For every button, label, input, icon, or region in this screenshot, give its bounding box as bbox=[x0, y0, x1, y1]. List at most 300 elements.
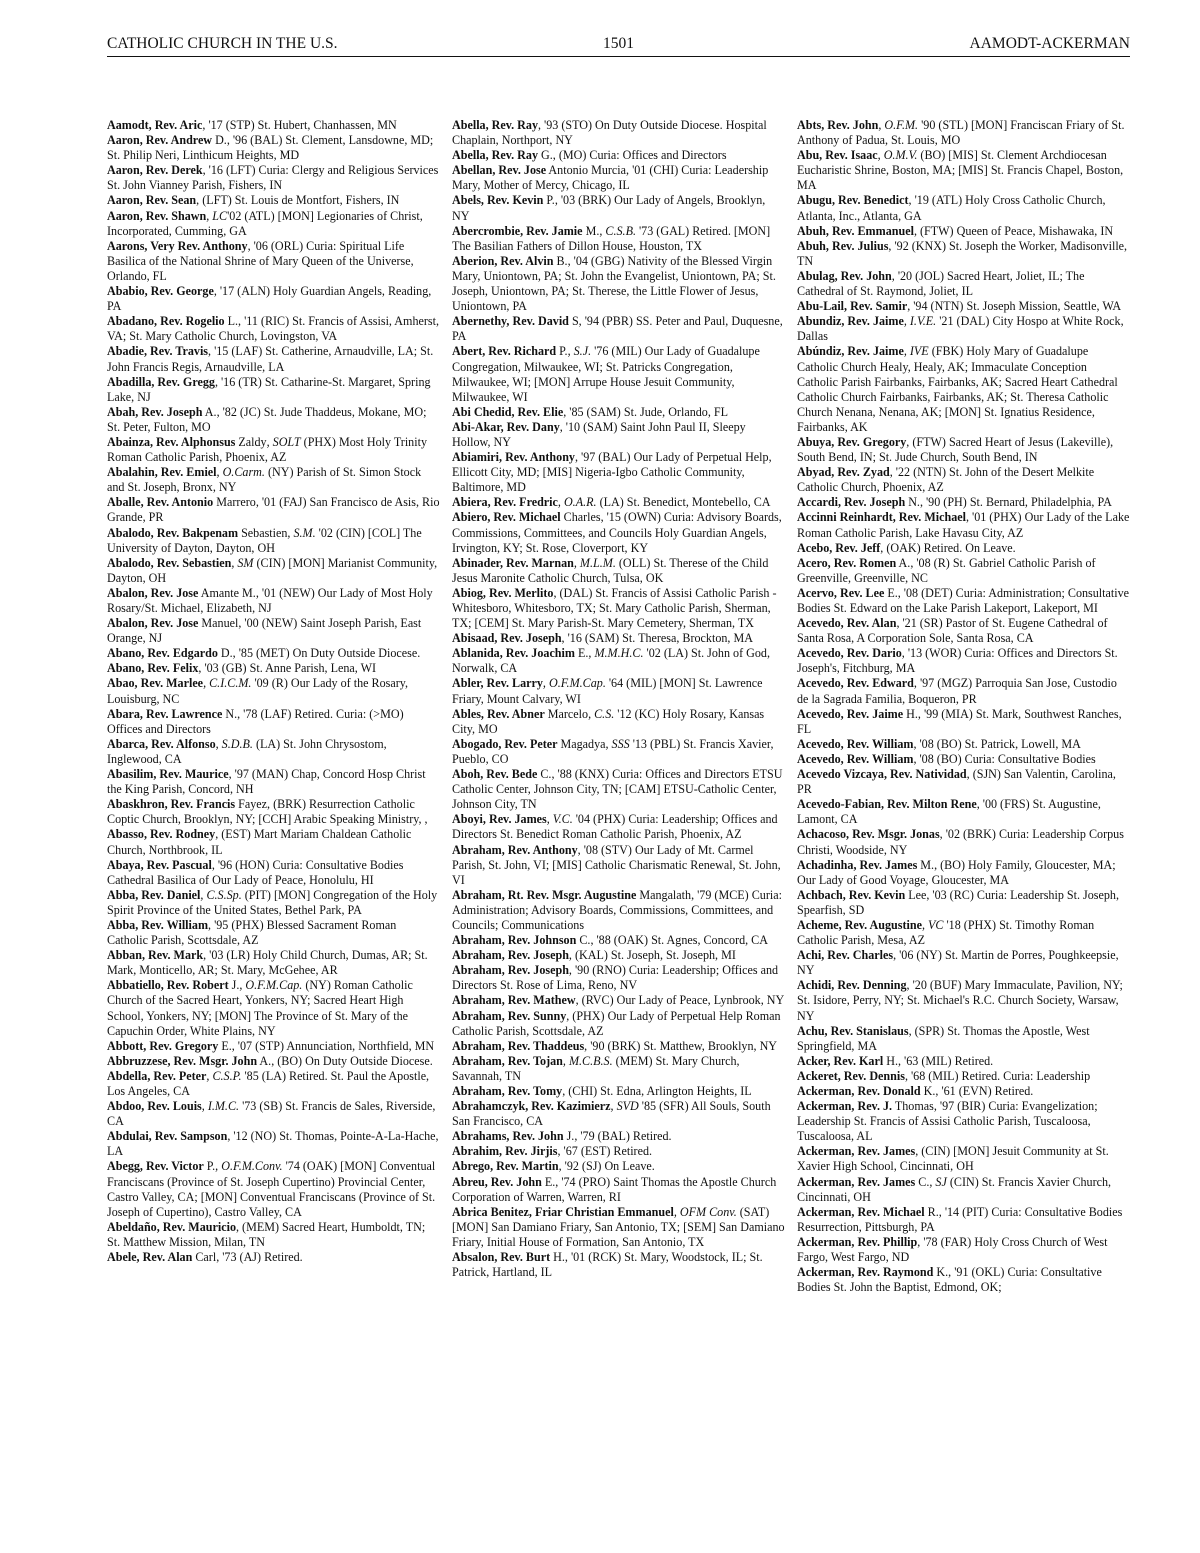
directory-entry bbox=[107, 1069, 440, 1099]
entry-name: Aboh, Rev. Bede bbox=[452, 767, 538, 782]
entry-name: Aaron, Rev. Derek bbox=[107, 163, 203, 178]
entry-name: Abert, Rev. Richard bbox=[452, 344, 557, 359]
entry-assignment: '85 (LA) Retired. St. Paul the Apostle, Los Angeles, CA bbox=[107, 1068, 430, 1098]
entry-assignment: , '97 (MGZ) Parroquia San Jose, Custodio de la Sagrada Familia, Boqueron, PR bbox=[797, 676, 1117, 706]
entry-given-name: Lee bbox=[905, 887, 927, 902]
directory-entry bbox=[107, 465, 440, 495]
entry-name: Acevedo-Fabian, Rev. Milton Rene bbox=[797, 797, 977, 812]
directory-entry bbox=[797, 344, 1130, 435]
entry-religious-order: , C.S.B. bbox=[599, 223, 636, 238]
directory-entry bbox=[797, 269, 1130, 299]
entry-given-name: K. bbox=[933, 1265, 949, 1280]
entry-given-name: Fayez bbox=[235, 797, 268, 812]
entry-name: Aballe, Rev. Antonio bbox=[107, 495, 214, 510]
entry-name: Abler, Rev. Larry bbox=[452, 676, 543, 691]
directory-entry bbox=[797, 827, 1130, 857]
directory-entry bbox=[452, 1159, 785, 1174]
entry-name: Abbott, Rev. Gregory bbox=[107, 1038, 219, 1053]
entry-assignment: (PIT) [MON] Congregation of the Holy Spirit Province of the United States, Bethel Park, PA bbox=[107, 887, 438, 917]
entry-religious-order: , SSS bbox=[605, 736, 630, 751]
entry-name: Abellan, Rev. Jose bbox=[452, 163, 547, 178]
entry-name: Abu-Lail, Rev. Samir bbox=[797, 299, 908, 314]
entry-religious-order: , O.F.M.Cap. bbox=[239, 978, 303, 993]
directory-entry bbox=[452, 450, 785, 495]
entry-name: Abalodo, Rev. Bakpenam bbox=[107, 525, 239, 540]
entry-name: Ackerman, Rev. Michael bbox=[797, 1204, 925, 1219]
directory-entry bbox=[797, 495, 1130, 510]
directory-entry bbox=[797, 118, 1130, 148]
entry-religious-order: , O.F.M. bbox=[878, 118, 919, 132]
entry-assignment: , '01 (PHX) Our Lady of the Lake Roman Catholic Parish, Lake Havasu City, AZ bbox=[797, 510, 1130, 540]
entry-name: Achacoso, Rev. Msgr. Jonas bbox=[797, 827, 940, 842]
entry-assignment: '76 (MIL) Our Lady of Guadalupe Congregation, Milwaukee, WI; St. Patricks Congregation, Milwaukee, WI; [MON] Arrupe House Jesuit Community, Milwaukee, WI bbox=[452, 344, 760, 404]
entry-name: Abraham, Rev. Joseph bbox=[452, 963, 569, 978]
entry-assignment: , '15 (LAF) St. Catherine, Arnaudville, LA; St. John Francis Regis, Arnaudville, LA bbox=[107, 344, 434, 374]
directory-entry bbox=[797, 1265, 1130, 1295]
entry-given-name: Marrero bbox=[213, 495, 256, 510]
entry-assignment: (CIN) [MON] Marianist Community, Dayton, OH bbox=[107, 555, 438, 585]
directory-entry bbox=[107, 435, 440, 465]
directory-entry bbox=[107, 118, 440, 133]
directory-entry bbox=[107, 239, 440, 284]
entry-assignment: , (PHX) Our Lady of Perpetual Help Roman Catholic Parish, Scottsdale, AZ bbox=[452, 1008, 781, 1038]
entry-religious-order: , SOLT bbox=[266, 434, 301, 449]
entry-assignment: , '92 (SJ) On Leave. bbox=[558, 1159, 655, 1174]
entry-assignment: (NY) Roman Catholic Church of the Sacred Heart, Yonkers, NY; Sacred Heart High School, Yonkers, NY; [MON] The Province of St. Mary of the Capuchin Order, White Plains, NY bbox=[107, 978, 413, 1038]
entry-given-name: Carl bbox=[192, 1250, 217, 1265]
entry-assignment: (OLL) St. Therese of the Child Jesus Maronite Catholic Church, Tulsa, OK bbox=[452, 555, 769, 585]
entry-name: Accinni Reinhardt, Rev. Michael bbox=[797, 510, 966, 525]
entry-assignment: , '85 (SAM) St. Jude, Orlando, FL bbox=[563, 404, 728, 419]
entry-assignment: , (OAK) Retired. On Leave. bbox=[880, 540, 1016, 555]
directory-entry bbox=[452, 510, 785, 555]
entry-name: Abaskhron, Rev. Francis bbox=[107, 797, 236, 812]
entry-assignment: , (EST) Mart Mariam Chaldean Catholic Church, Northbrook, IL bbox=[107, 827, 412, 857]
entry-assignment: '73 (GAL) Retired. [MON] The Basilian Fathers of Dillon House, Houston, TX bbox=[452, 223, 771, 253]
entry-religious-order: , LC bbox=[206, 208, 228, 223]
entry-name: Acevedo, Rev. Edward bbox=[797, 676, 914, 691]
entry-name: Ackerman, Rev. Raymond bbox=[797, 1265, 934, 1280]
entry-assignment: , '06 (NY) St. Martin de Porres, Poughkeepsie, NY bbox=[797, 948, 1119, 978]
entry-name: Abi-Akar, Rev. Dany bbox=[452, 419, 560, 434]
entry-name: Acevedo, Rev. William bbox=[797, 736, 914, 751]
entry-religious-order: , IVE bbox=[903, 344, 929, 359]
entry-name: Abraham, Rev. Tomy bbox=[452, 1084, 563, 1098]
entry-name: Ababio, Rev. George bbox=[107, 284, 214, 299]
entry-religious-order: , M.L.M. bbox=[573, 555, 616, 570]
entry-name: Abao, Rev. Marlee bbox=[107, 676, 204, 691]
entry-assignment: , '97 (BAL) Our Lady of Perpetual Help, Ellicott City, MD; [MIS] Nigeria-Igbo Catholic Community, Baltimore, MD bbox=[452, 450, 772, 495]
directory-entry bbox=[797, 752, 1130, 767]
entry-name: Abeldaño, Rev. Mauricio bbox=[107, 1219, 236, 1234]
directory-entry bbox=[452, 1144, 785, 1159]
entry-assignment: , '07 (STP) Annunciation, Northfield, MN bbox=[231, 1038, 435, 1053]
entry-given-name: Antonio Murcia bbox=[546, 163, 627, 178]
entry-religious-order: , OFM Conv. bbox=[673, 1204, 737, 1219]
directory-entry bbox=[452, 993, 785, 1008]
entry-assignment: (MEM) St. Mary Church, Savannah, TN bbox=[452, 1053, 740, 1083]
entry-name: Abdella, Rev. Peter bbox=[107, 1068, 207, 1083]
entry-name: Aaron, Rev. Shawn bbox=[107, 208, 207, 223]
entry-assignment: , '20 (JOL) Sacred Heart, Joliet, IL; The Cathedral of St. Raymond, Joliet, IL bbox=[797, 268, 1085, 299]
column-1 bbox=[107, 118, 440, 1265]
entry-assignment: , (RVC) Our Lady of Peace, Lynbrook, NY bbox=[575, 993, 785, 1008]
entry-name: Abuh, Rev. Julius bbox=[797, 238, 889, 253]
directory-entry bbox=[797, 510, 1130, 540]
entry-name: Achi, Rev. Charles bbox=[797, 948, 894, 963]
entry-religious-order: , O.A.R. bbox=[557, 495, 597, 510]
entry-name: Abugu, Rev. Benedict bbox=[797, 193, 909, 208]
entry-assignment: (CIN) St. Francis Xavier Church, Cincinnati, OH bbox=[797, 1174, 1112, 1204]
entry-assignment: , (CHI) St. Edna, Arlington Heights, IL bbox=[562, 1084, 752, 1098]
directory-entry bbox=[452, 1039, 785, 1054]
directory-entry bbox=[107, 375, 440, 405]
entry-name: Abts, Rev. John bbox=[797, 118, 879, 132]
entry-name: Abano, Rev. Felix bbox=[107, 661, 199, 676]
entry-assignment: , '03 (LR) Holy Child Church, Dumas, AR; St. Mark, Monticello, AR; St. Mary, McGehee, AR bbox=[107, 948, 428, 978]
entry-name: Abraham, Rev. Thaddeus bbox=[452, 1038, 585, 1053]
directory-entry bbox=[797, 767, 1130, 797]
entry-assignment: '18 (PHX) St. Timothy Roman Catholic Parish, Mesa, AZ bbox=[797, 917, 1095, 948]
entry-assignment: , '96 (BAL) St. Clement, Lansdowne, MD; St. Philip Neri, Linthicum Heights, MD bbox=[107, 133, 434, 163]
directory-entry bbox=[797, 918, 1130, 948]
entry-name: Abasilim, Rev. Maurice bbox=[107, 767, 229, 782]
entry-assignment: , '01 (CHI) Curia: Leadership Mary, Mother of Mercy, Chicago, IL bbox=[452, 163, 769, 193]
entry-assignment: , '15 (OWN) Curia: Advisory Boards, Commissions, Committees, and Councils Holy Guardian Angels, Irvington, KY; St. Rose, Cloverport, KY bbox=[452, 510, 782, 555]
entry-name: Achadinha, Rev. James bbox=[797, 857, 918, 872]
entry-name: Abainza, Rev. Alphonsus bbox=[107, 434, 236, 449]
entry-name: Abu, Rev. Isaac bbox=[797, 148, 878, 163]
directory-entry bbox=[797, 1099, 1130, 1144]
entry-assignment: , '17 (STP) St. Hubert, Chanhassen, MN bbox=[202, 118, 397, 132]
directory-entry bbox=[452, 1129, 785, 1144]
entry-assignment: , '16 (SAM) St. Theresa, Brockton, MA bbox=[561, 631, 753, 646]
entry-name: Abuh, Rev. Emmanuel bbox=[797, 223, 914, 238]
entry-given-name: J. bbox=[563, 1129, 575, 1144]
entry-religious-order: , O.Carm. bbox=[216, 465, 265, 480]
entry-assignment: , '94 (PBR) SS. Peter and Paul, Duquesne, PA bbox=[452, 314, 783, 344]
entry-assignment: (LA) St. Benedict, Montebello, CA bbox=[596, 495, 771, 510]
entry-assignment: , '94 (NTN) St. Joseph Mission, Seattle, WA bbox=[907, 299, 1122, 314]
entry-assignment: (PHX) Most Holy Trinity Roman Catholic Parish, Phoenix, AZ bbox=[107, 434, 427, 465]
entry-name: Abbruzzese, Rev. Msgr. John bbox=[107, 1053, 258, 1068]
directory-entry bbox=[107, 707, 440, 737]
entry-assignment: , (SPR) St. Thomas the Apostle, West Springfield, MA bbox=[797, 1023, 1090, 1053]
header-name-range: AAMODT-ACKERMAN bbox=[969, 35, 1130, 52]
directory-entry bbox=[107, 314, 440, 344]
entry-given-name: M. bbox=[582, 223, 600, 238]
directory-entry bbox=[107, 209, 440, 239]
directory-entry bbox=[107, 556, 440, 586]
entry-name: Acero, Rev. Romen bbox=[797, 555, 897, 570]
entry-assignment: (FBK) Holy Mary of Guadalupe Catholic Church Healy, Healy, AK; Immaculate Conception Catholic Parish Fairbanks, Fairbanks, AK; Sacred Heart Cathedral Catholic Church Fairbanks, Fairbanks, AK; St. Theresa Catholic Church Nenana, Nenana, AK; [MON] St. Ignatius Residence, Fairbanks, AK bbox=[797, 344, 1118, 434]
entry-assignment: , '95 (PHX) Blessed Sacrament Roman Catholic Parish, Scottsdale, AZ bbox=[107, 917, 397, 948]
entry-name: Abalon, Rev. Jose bbox=[107, 585, 199, 600]
directory-entry bbox=[452, 843, 785, 888]
entry-name: Abúndiz, Rev. Jaime bbox=[797, 344, 904, 359]
entry-name: Aaron, Rev. Andrew bbox=[107, 133, 213, 148]
entry-name: Abdoo, Rev. Louis bbox=[107, 1099, 202, 1114]
entry-assignment: (LA) St. John Chrysostom, Inglewood, CA bbox=[107, 736, 387, 766]
entry-religious-order: , SVD bbox=[610, 1099, 639, 1114]
entry-name: Acevedo, Rev. Dario bbox=[797, 646, 902, 661]
directory-entry bbox=[452, 707, 785, 737]
page-number: 1501 bbox=[603, 35, 634, 52]
entry-assignment: , '03 (RC) Curia: Leadership St. Joseph, Spearfish, SD bbox=[797, 887, 1119, 917]
entry-name: Ackerman, Rev. James bbox=[797, 1144, 916, 1159]
entry-assignment: '74 (OAK) [MON] Conventual Franciscans (Province of St. Joseph Cupertino) Provincial Center, Castro Valley, CA; [MON] Conventual Franciscans (Province of St. Joseph of Cupertino), Castro Valley, CA bbox=[107, 1159, 436, 1219]
entry-given-name: Magadya bbox=[557, 736, 606, 751]
directory-entry bbox=[107, 1250, 440, 1265]
entry-given-name: E. bbox=[574, 646, 589, 661]
entry-assignment: , '17 (ALN) Holy Guardian Angels, Reading, PA bbox=[107, 284, 432, 314]
entry-assignment: '02 (LA) St. John of God, Norwalk, CA bbox=[452, 646, 770, 676]
directory-entry bbox=[107, 344, 440, 374]
entry-given-name: M. bbox=[917, 857, 935, 872]
entry-assignment: , '00 (NEW) Saint Joseph Parish, East Orange, NJ bbox=[107, 616, 422, 646]
entry-religious-order: , V.C. bbox=[546, 812, 573, 827]
entry-assignment: (SAT) [MON] San Damiano Friary, San Antonio, TX; [SEM] San Damiano Friary, Initial House of Formation, San Antonio, TX bbox=[452, 1204, 785, 1249]
entry-assignment: , (BO) Holy Family, Gloucester, MA; Our Lady of Good Voyage, Gloucester, MA bbox=[797, 857, 1116, 887]
entry-name: Abiero, Rev. Michael bbox=[452, 510, 561, 525]
entry-name: Achbach, Rev. Kevin bbox=[797, 887, 906, 902]
directory-entry bbox=[107, 858, 440, 888]
directory-entry bbox=[797, 948, 1130, 978]
entry-given-name: H. bbox=[903, 706, 918, 721]
entry-given-name: Thomas bbox=[892, 1099, 934, 1114]
entry-name: Aamodt, Rev. Aric bbox=[107, 118, 203, 132]
entry-assignment: , '78 (FAR) Holy Cross Church of West Fargo, West Fargo, ND bbox=[797, 1234, 1108, 1265]
directory-entry bbox=[452, 948, 785, 963]
directory-entry bbox=[107, 586, 440, 616]
directory-entry bbox=[797, 1175, 1130, 1205]
entry-name: Aarons, Very Rev. Anthony bbox=[107, 238, 248, 253]
entry-assignment: , '08 (R) St. Gabriel Catholic Parish of Greenville, Greenville, NC bbox=[797, 555, 1096, 585]
entry-religious-order: , VC bbox=[921, 917, 944, 932]
entry-given-name: A. bbox=[257, 1053, 272, 1068]
entry-assignment: , '00 (FRS) St. Augustine, Lamont, CA bbox=[797, 797, 1101, 827]
entry-given-name: R. bbox=[924, 1204, 939, 1219]
entry-assignment: , '10 (SAM) Saint John Paul II, Sleepy Hollow, NY bbox=[452, 419, 746, 449]
entry-name: Abraham, Rev. Johnson bbox=[452, 933, 577, 948]
entry-given-name: G. bbox=[538, 148, 553, 163]
entry-name: Abarca, Rev. Alfonso bbox=[107, 736, 216, 751]
entry-name: Aboyi, Rev. James bbox=[452, 812, 547, 827]
entry-name: Achu, Rev. Stanislaus bbox=[797, 1023, 909, 1038]
directory-entry bbox=[452, 767, 785, 812]
entry-name: Abraham, Rev. Sunny bbox=[452, 1008, 567, 1023]
entry-given-name: E. bbox=[884, 585, 898, 600]
directory-entry bbox=[797, 239, 1130, 269]
entry-name: Abercrombie, Rev. Jamie bbox=[452, 223, 583, 238]
entry-assignment: , '08 (BO) Curia: Consultative Bodies bbox=[913, 751, 1096, 766]
directory-entry bbox=[107, 918, 440, 948]
entry-name: Ackeret, Rev. Dennis bbox=[797, 1068, 905, 1083]
entry-religious-order: , SM bbox=[231, 555, 254, 570]
entry-assignment: '04 (PHX) Curia: Leadership; Offices and Directors St. Benedict Roman Catholic Parish, Phoenix, AZ bbox=[452, 812, 778, 842]
entry-assignment: '02 (CIN) [COL] The University of Dayton, Dayton, OH bbox=[107, 525, 422, 555]
entry-assignment: , '08 (DET) Curia: Administration; Consultative Bodies St. Edward on the Lake Parish Lakeport, Lakeport, MI bbox=[797, 585, 1130, 615]
entry-assignment: , '88 (KNX) Curia: Offices and Directors ETSU Catholic Center, Johnson City, TN; [CAM] ETSU-Catholic Center, Johnson City, TN bbox=[452, 767, 783, 812]
directory-entry bbox=[107, 1039, 440, 1054]
entry-assignment: '12 (KC) Holy Rosary, Kansas City, MO bbox=[452, 706, 765, 736]
entry-assignment: , '08 (STV) Our Lady of Mt. Carmel Parish, St. John, VI; [MIS] Catholic Charismatic Renewal, St. John, VI bbox=[452, 842, 781, 887]
directory-entry bbox=[107, 163, 440, 193]
entry-assignment: , '82 (JC) St. Jude Thaddeus, Mokane, MO; St. Peter, Fulton, MO bbox=[107, 404, 427, 434]
entry-given-name: A. bbox=[896, 555, 911, 570]
entry-name: Abegg, Rev. Victor bbox=[107, 1159, 204, 1174]
directory-entry bbox=[107, 676, 440, 706]
directory-entry bbox=[452, 495, 785, 510]
directory-entry bbox=[452, 344, 785, 404]
entry-assignment: , '13 (WOR) Curia: Offices and Directors St. Joseph's, Fitchburg, MA bbox=[797, 646, 1118, 676]
directory-entry bbox=[797, 193, 1130, 223]
entry-assignment: , '79 (MCE) Curia: Administration; Advisory Boards, Commissions, Committees, and Councils; Communications bbox=[452, 887, 782, 932]
entry-assignment: (NY) Parish of St. Simon Stock and St. Joseph, Bronx, NY bbox=[107, 465, 422, 495]
entry-name: Ackerman, Rev. James bbox=[797, 1174, 916, 1189]
directory-entry bbox=[107, 888, 440, 918]
entry-given-name: D. bbox=[212, 133, 227, 148]
entry-name: Abraham, Rev. Anthony bbox=[452, 842, 578, 857]
directory-entry bbox=[107, 1099, 440, 1129]
running-header bbox=[107, 34, 1130, 57]
directory-entry bbox=[797, 858, 1130, 888]
entry-assignment: '64 (MIL) [MON] St. Lawrence Friary, Mount Calvary, WI bbox=[452, 676, 763, 706]
entry-given-name: Mangalath bbox=[636, 887, 692, 902]
entry-name: Abisaad, Rev. Joseph bbox=[452, 631, 562, 646]
entry-name: Abraham, Rev. Tojan bbox=[452, 1053, 563, 1068]
entry-name: Abinader, Rev. Marnan bbox=[452, 555, 574, 570]
entry-assignment: '02 (ATL) [MON] Legionaries of Christ, Incorporated, Cumming, GA bbox=[107, 208, 423, 238]
entry-name: Acevedo, Rev. William bbox=[797, 751, 914, 766]
directory-entry bbox=[452, 118, 785, 148]
entry-religious-order: , C.S.Sp. bbox=[200, 887, 242, 902]
entry-assignment: , '79 (BAL) Retired. bbox=[574, 1129, 672, 1144]
entry-assignment: , (DAL) St. Francis of Assisi Catholic Parish - Whitesboro, Whitesboro, TX; St. Mary Catholic Parish, Sherman, TX; [CEM] St. Mary Parish-St. Mary Cemetery, Sherman, TX bbox=[452, 585, 777, 631]
entry-assignment: , '90 (BRK) St. Matthew, Brooklyn, NY bbox=[584, 1038, 778, 1053]
entry-assignment: '09 (R) Our Lady of the Rosary, Louisburg, NC bbox=[107, 676, 409, 706]
entry-assignment: , '04 (GBG) Nativity of the Blessed Virgin Mary, Uniontown, PA; St. John the Evangelist, Uniontown, PA; St. Joseph, Uniontown, PA; St. Therese, the Little Flower of Jesus, Uniontown, PA bbox=[452, 253, 776, 314]
directory-entry bbox=[452, 737, 785, 767]
entry-assignment: , '03 (GB) St. Anne Parish, Lena, WI bbox=[198, 661, 377, 676]
directory-entry bbox=[797, 1069, 1130, 1084]
directory-entry bbox=[452, 586, 785, 631]
entry-given-name: P. bbox=[543, 193, 555, 208]
column-3 bbox=[797, 118, 1130, 1295]
entry-religious-order: , SJ bbox=[929, 1174, 947, 1189]
entry-assignment: , '01 (RCK) St. Mary, Woodstock, IL; St. Patrick, Hartland, IL bbox=[452, 1250, 763, 1280]
entry-given-name: N. bbox=[905, 495, 920, 510]
entry-assignment: , '92 (KNX) St. Joseph the Worker, Madisonville, TN bbox=[797, 238, 1128, 268]
entry-assignment: , (SJN) San Valentin, Carolina, PR bbox=[797, 767, 1116, 797]
entry-name: Abara, Rev. Lawrence bbox=[107, 706, 223, 721]
entry-assignment: , '01 (NEW) Our Lady of Most Holy Rosary/St. Michael, Elizabeth, NJ bbox=[107, 585, 433, 615]
directory-entry bbox=[797, 707, 1130, 737]
entry-name: Abiog, Rev. Merlito bbox=[452, 585, 554, 600]
directory-entry bbox=[107, 827, 440, 857]
entry-given-name: A. bbox=[202, 404, 217, 419]
entry-religious-order: , S.J. bbox=[567, 344, 592, 359]
entry-given-name: E. bbox=[218, 1038, 232, 1053]
entry-given-name: D. bbox=[217, 646, 233, 661]
directory-entry bbox=[797, 541, 1130, 556]
entry-assignment: , (FTW) Sacred Heart of Jesus (Lakeville), South Bend, IN; St. Jude Church, South Bend, IN bbox=[797, 434, 1114, 465]
entry-given-name: S bbox=[568, 314, 579, 329]
entry-assignment: , '20 (BUF) Mary Immaculate, Pavilion, NY; St. Isidore, Perry, NY; St. Michael's R.C. Church Society, Warsaw, NY bbox=[797, 978, 1123, 1023]
directory-entry bbox=[797, 1235, 1130, 1265]
entry-name: Abaya, Rev. Pascual bbox=[107, 857, 212, 872]
directory-entry bbox=[452, 314, 785, 344]
entry-name: Acebo, Rev. Jeff bbox=[797, 540, 881, 555]
entry-assignment: , '93 (STO) On Duty Outside Diocese. Hospital Chaplain, Northport, NY bbox=[452, 118, 767, 148]
entry-name: Aberion, Rev. Alvin bbox=[452, 253, 554, 268]
entry-assignment: , '08 (BO) St. Patrick, Lowell, MA bbox=[913, 736, 1081, 751]
entry-given-name: Manuel bbox=[198, 616, 239, 631]
directory-entry bbox=[452, 420, 785, 450]
directory-entry bbox=[452, 1205, 785, 1250]
directory-entry bbox=[797, 978, 1130, 1023]
entry-name: Abrahamczyk, Rev. Kazimierz bbox=[452, 1099, 611, 1114]
entry-name: Abalahin, Rev. Emiel bbox=[107, 465, 217, 480]
entry-name: Abreu, Rev. John bbox=[452, 1174, 542, 1189]
entry-name: Abalodo, Rev. Sebastien bbox=[107, 555, 232, 570]
entry-name: Acheme, Rev. Augustine bbox=[797, 917, 922, 932]
entry-assignment: , (MEM) Sacred Heart, Humboldt, TN; St. Matthew Mission, Milan, TN bbox=[107, 1219, 426, 1249]
entry-name: Ablanida, Rev. Joachim bbox=[452, 646, 575, 661]
entry-assignment: , '97 (BIR) Curia: Evangelization; Leadership St. Francis of Assisi Catholic Parish, Tuscaloosa, Tuscaloosa, AL bbox=[797, 1099, 1098, 1144]
directory-entry bbox=[797, 586, 1130, 616]
directory-entry bbox=[452, 933, 785, 948]
entry-assignment: , (CIN) [MON] Jesuit Community at St. Xavier High School, Cincinnati, OH bbox=[797, 1144, 1109, 1174]
entry-name: Abernethy, Rev. David bbox=[452, 314, 569, 329]
directory-entry bbox=[797, 888, 1130, 918]
entry-religious-order: , M.C.B.S. bbox=[562, 1053, 613, 1068]
entry-name: Acervo, Rev. Lee bbox=[797, 585, 885, 600]
entry-name: Abella, Rev. Ray bbox=[452, 148, 538, 163]
directory-entry bbox=[797, 314, 1130, 344]
entry-name: Accardi, Rev. Joseph bbox=[797, 495, 906, 510]
entry-name: Abadilla, Rev. Gregg bbox=[107, 374, 215, 389]
entry-name: Abadie, Rev. Travis bbox=[107, 344, 209, 359]
header-publication-title: CATHOLIC CHURCH IN THE U.S. bbox=[107, 35, 338, 52]
entry-name: Abiamiri, Rev. Anthony bbox=[452, 450, 575, 465]
directory-entry bbox=[107, 737, 440, 767]
entry-assignment: , '91 (OKL) Curia: Consultative Bodies St. John the Baptist, Edmond, OK; bbox=[797, 1265, 1102, 1295]
directory-entry bbox=[107, 1159, 440, 1219]
entry-assignment: '73 (SB) St. Francis de Sales, Riverside, CA bbox=[107, 1099, 436, 1129]
entry-given-name: C. bbox=[576, 933, 591, 948]
entry-assignment: '13 (PBL) St. Francis Xavier, Pueblo, CO bbox=[452, 736, 774, 766]
entry-name: Abulag, Rev. John bbox=[797, 268, 892, 283]
entry-assignment: , '63 (MIL) Retired. bbox=[898, 1053, 994, 1068]
directory-entry bbox=[797, 435, 1130, 465]
entry-assignment: , '90 (RNO) Curia: Leadership; Offices and Directors St. Rose of Lima, Reno, NV bbox=[452, 963, 779, 993]
entry-assignment: , '78 (LAF) Retired. Curia: (>MO) Offices and Directors bbox=[107, 706, 404, 736]
entry-name: Acker, Rev. Karl bbox=[797, 1053, 884, 1068]
directory-entry bbox=[107, 133, 440, 163]
directory-entry bbox=[107, 1220, 440, 1250]
entry-name: Abdulai, Rev. Sampson bbox=[107, 1129, 228, 1144]
entry-given-name: P. bbox=[203, 1159, 216, 1174]
directory-entry bbox=[107, 646, 440, 661]
entry-assignment: , (FTW) Queen of Peace, Mishawaka, IN bbox=[913, 223, 1114, 238]
entry-name: Ables, Rev. Abner bbox=[452, 706, 545, 721]
directory-entry bbox=[452, 646, 785, 676]
entry-name: Abano, Rev. Edgardo bbox=[107, 646, 218, 661]
directory-entry bbox=[452, 676, 785, 706]
directory-entry bbox=[797, 737, 1130, 752]
directory-entry bbox=[107, 495, 440, 525]
